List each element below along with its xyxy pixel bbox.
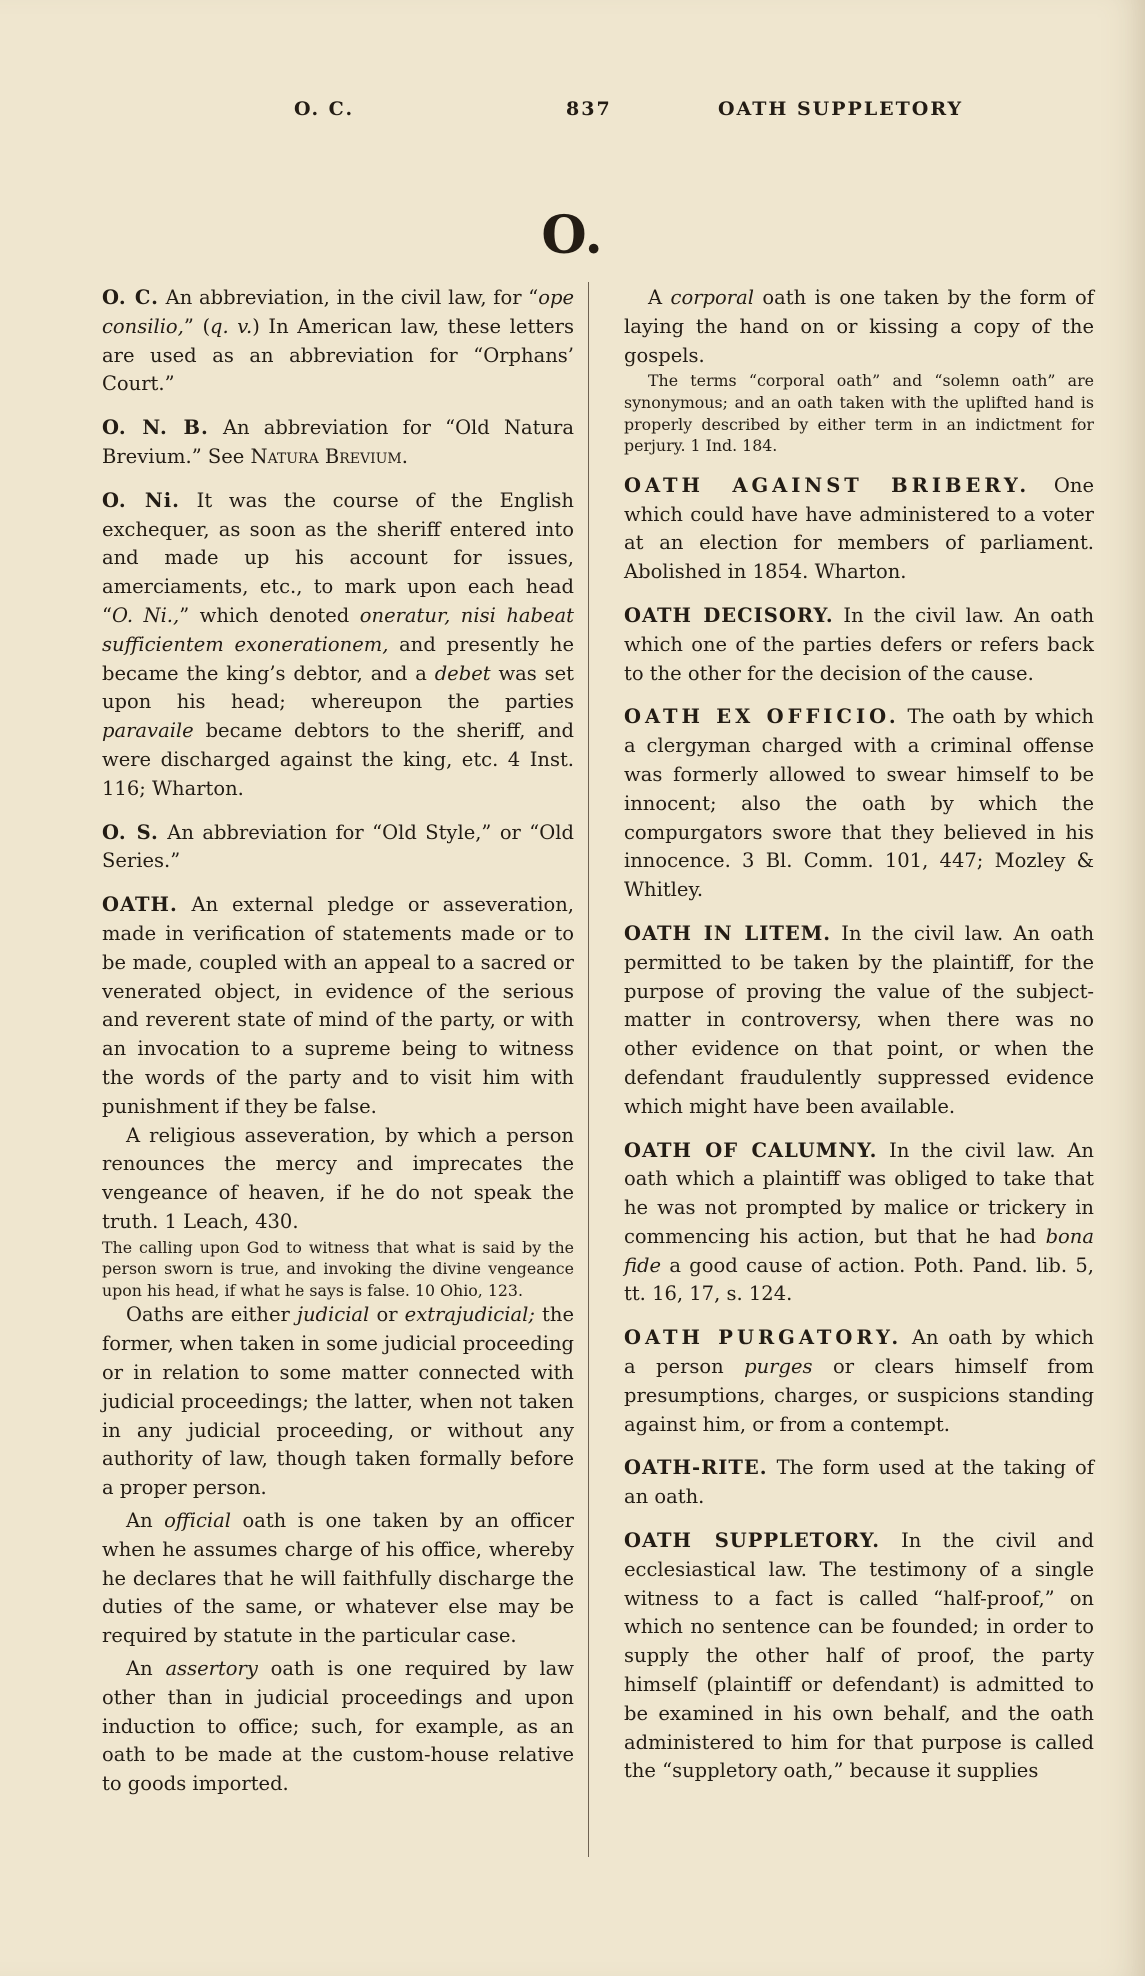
headword: OATH EX OFFICIO. — [624, 705, 900, 729]
entry-text — [102, 414, 574, 472]
text-run: ) In American law, these letters are used as an abbreviation for “Orphans’ Court.” — [102, 314, 574, 396]
italic-run: judicial — [296, 1303, 370, 1327]
text-run: ” ( — [183, 314, 211, 338]
text-run: . — [401, 444, 408, 468]
text-run: One which could have have administered to a voter at an election for members of parliament. Abolished in 1854. Wharton. — [624, 473, 1094, 584]
headword: OATH DECISORY. — [624, 603, 834, 627]
text-run: or — [369, 1303, 405, 1327]
running-head — [0, 98, 1145, 128]
text-run: An external pledge or asseveration, made in verification of statements made or to be made, coupled with an appeal to a sacred or venerated object, in evidence of the serious and reverent state of mind of the party, or with an invocation to a supreme being to witness the words of the party and to visit him with punishment if they be false. — [102, 893, 574, 1118]
entry-paragraph — [102, 1655, 574, 1799]
headword: O. N. B. — [102, 416, 209, 440]
headword: OATH IN LITEM. — [624, 921, 832, 945]
column-divider — [588, 282, 589, 1857]
header-left-guide-word: O. C. — [294, 98, 355, 120]
entry-text — [624, 1324, 1094, 1439]
italic-run: bona fide — [624, 1224, 1094, 1277]
entry-text — [624, 602, 1094, 688]
text-run: It was the course of the English exchequer, as soon as the sheriff entered into and made up his account for issues, amerciaments, etc., to mark upon each head “ — [102, 488, 574, 627]
entry-text — [624, 703, 1094, 905]
text-run: In the civil and ecclesiastical law. The testimony of a single witness to a fact is called “half-proof,” on which no sentence can be founded; in order to supply the other half of proof, the party himself (plaintiff or defendant) is admitted to be examined in his own behalf, and the oath administered to him for that purpose is called the “suppletory oath,” because it supplies — [624, 1529, 1094, 1783]
headword: O. Ni. — [102, 488, 180, 512]
entry-paragraph — [102, 1507, 574, 1651]
headword: OATH AGAINST BRIBERY. — [624, 473, 1031, 497]
right-column — [624, 284, 1094, 1801]
headword: OATH PURGATORY. — [624, 1326, 903, 1350]
text-run: and presently he became the king’s debtor, and a — [102, 632, 574, 685]
text-run: In the civil law. An oath which a plaintiff was obliged to take that he was not prompted by malice or trickery in commencing his action, but that he had — [624, 1138, 1094, 1248]
entry-text — [624, 920, 1094, 1122]
entry-oath-purgatory — [624, 1324, 1094, 1439]
italic-run: purges — [744, 1355, 813, 1379]
entry-oath — [102, 891, 574, 1799]
text-run: A — [648, 286, 671, 309]
headword: OATH. — [102, 893, 178, 917]
page-number: 837 — [566, 98, 612, 120]
text-run: Oaths are either — [126, 1303, 297, 1327]
text-run: the former, when taken in some judicial proceeding or in relation to some matter connected with judicial proceedings; the latter, when not taken in any judicial proceeding, or without any authority of law, though taken formally before a proper person. — [102, 1303, 574, 1500]
entry-note: The terms “corporal oath” and “solemn oath” are synonymous; and an oath taken with the uplifted hand is properly described by either term in an indictment for perjury. 1 Ind. 184. — [624, 371, 1094, 456]
text-run: oath is one taken by the form of laying the hand on or kissing a copy of the gospels. — [624, 286, 1094, 367]
entry-text — [102, 891, 574, 1121]
italic-run: O. Ni., — [111, 603, 180, 627]
text-run: was set upon his head; whereupon the parties — [102, 661, 575, 714]
text-run: An abbreviation for “Old Natura Brevium.” See — [102, 416, 574, 468]
entry-oath-against-bribery — [624, 472, 1094, 587]
headword: O. C. — [102, 286, 159, 309]
italic-run: assertory — [165, 1657, 258, 1681]
text-run: oath is one taken by an officer when he assumes charge of his office, whereby he declares that he will faithfully discharge the duties of the same, or whatever else may be required by statute in the particular case. — [102, 1509, 575, 1648]
italic-run: ope consilio, — [102, 286, 574, 338]
headword: OATH OF CALUMNY. — [624, 1138, 878, 1162]
italic-run: corporal — [670, 286, 754, 309]
entry-text — [624, 1527, 1094, 1786]
text-run: An — [126, 1509, 165, 1533]
text-run: oath is one required by law other than in judicial proceedings and upon induction to office; such, for example, as an oath to be made at the custom-house relative to goods imported. — [102, 1657, 574, 1796]
entry-paragraph — [624, 284, 1094, 370]
text-run: The form used at the taking of an oath. — [624, 1456, 1094, 1509]
text-run: In the civil law. An oath which one of the parties defers or refers back to the other for the decision of the cause. — [624, 603, 1094, 685]
entry-oath-of-calumny — [624, 1137, 1094, 1310]
italic-run: debet — [434, 661, 491, 685]
text-run: An abbreviation, in the civil law, for “ — [158, 286, 539, 309]
text-run: became debtors to the sheriff, and were discharged against the king, etc. 4 Inst. 116; Wharton. — [102, 719, 574, 800]
header-right-guide-word: OATH SUPPLETORY — [718, 98, 964, 120]
section-letter-heading: O. — [541, 205, 604, 266]
entry-text — [102, 819, 574, 877]
entry-text — [624, 1137, 1094, 1310]
text-run: or clears himself from presumptions, charges, or suspicions standing against him, or from a contempt. — [624, 1355, 1094, 1436]
cross-reference: Natura Brevium — [250, 444, 402, 468]
entry-oni — [102, 487, 574, 804]
entry-oath-in-litem — [624, 920, 1094, 1122]
entry-note: The calling upon God to witness that what is said by the person sworn is true, and invoking the divine vengeance upon his head, if what he says is false. 10 Ohio, 123. — [102, 1237, 574, 1300]
entry-text — [624, 1454, 1094, 1512]
italic-run: q. v. — [210, 314, 253, 338]
entry-oath-suppletory — [624, 1527, 1094, 1786]
text-run: a good cause of action. Poth. Pand. lib. 5, tt. 16, 17, s. 124. — [624, 1253, 1094, 1306]
headword: OATH-RITE. — [624, 1456, 768, 1480]
text-run: The oath by which a clergyman charged with a criminal offense was formerly allowed to swear himself to be innocent; also the oath by which the compurgators swore that they believed in his innocence. 3 Bl. Comm. 101, 447; Mozley & Whitley. — [624, 705, 1094, 902]
text-run: An abbreviation for “Old Style,” or “Old Series.” — [102, 820, 574, 873]
text-run: An — [126, 1657, 166, 1681]
italic-run: extrajudicial; — [404, 1303, 535, 1327]
entry-text — [102, 284, 574, 399]
left-column — [102, 284, 574, 1814]
entry-os — [102, 819, 574, 877]
text-run: In the civil law. An oath permitted to be taken by the plaintiff, for the purpose of proving the value of the subject-matter in controversy, when there was no other evidence on that point, or when the defendant fraudulently suppressed evidence which might have been available. — [624, 921, 1095, 1118]
entry-text — [624, 472, 1094, 587]
entry-oath-rite — [624, 1454, 1094, 1512]
entry-oc — [102, 284, 574, 399]
text-run: ” which denoted — [179, 603, 360, 627]
headword: O. S. — [102, 820, 159, 844]
headword: OATH SUPPLETORY. — [624, 1529, 880, 1553]
entry-paragraph: A religious asseveration, by which a person renounces the mercy and imprecates the vengeance of heaven, if he do not speak the truth. 1 Leach, 430. — [102, 1123, 574, 1233]
entry-paragraph — [102, 1301, 574, 1503]
entry-onb — [102, 414, 574, 472]
italic-run: oneratur, nisi habeat sufficientem exonerationem, — [102, 603, 574, 656]
entry-oath-ex-officio — [624, 703, 1094, 905]
entry-oath-decisory — [624, 602, 1094, 688]
italic-run: paravaile — [102, 719, 194, 743]
text-run: An oath by which a person — [624, 1326, 1094, 1379]
entry-corporal-oath — [624, 284, 1094, 457]
entry-text — [102, 487, 574, 804]
italic-run: official — [164, 1509, 231, 1533]
